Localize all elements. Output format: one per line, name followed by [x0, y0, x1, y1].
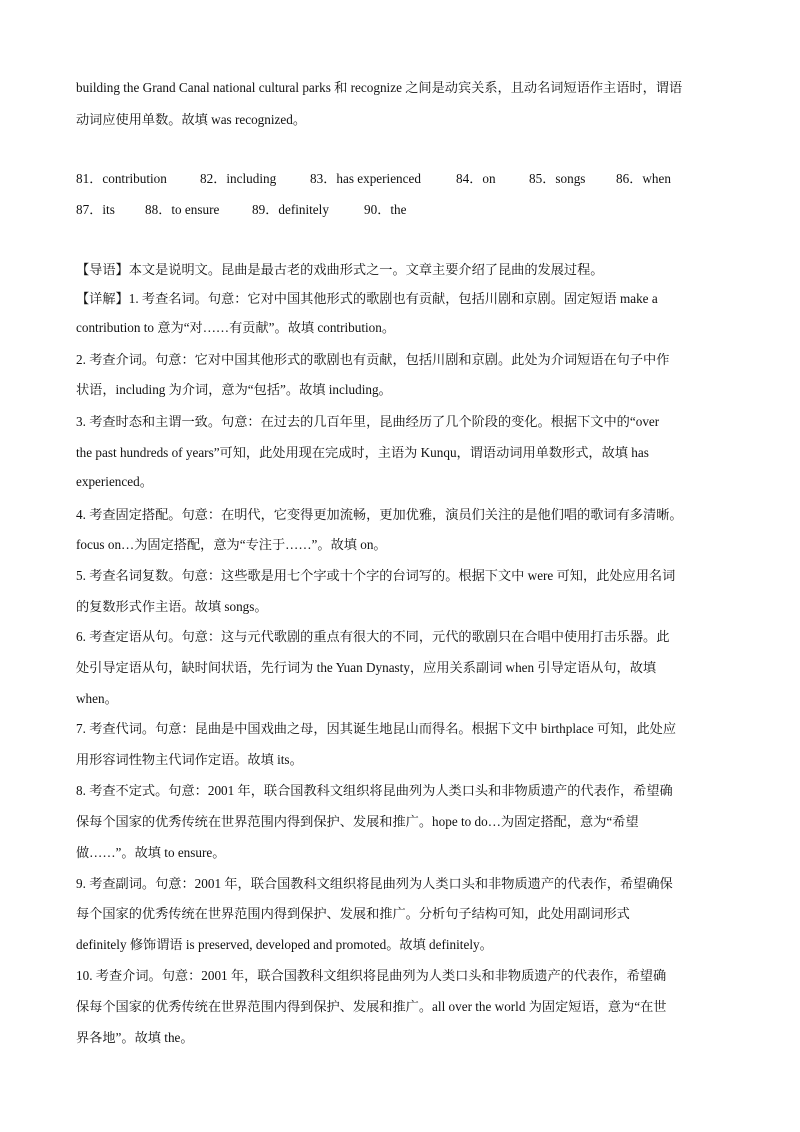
body-line: 5. 考查名词复数。句意：这些歌是用七个字或十个字的台词写的。根据下文中 were 可知，此处应用名词 — [76, 568, 676, 583]
intro-line-2: 动词应使用单数。故填 was recognized。 — [76, 112, 307, 127]
body-line: when。 — [76, 691, 118, 706]
body-line: experienced。 — [76, 474, 153, 489]
answer-87: 87．its — [76, 202, 115, 217]
answer-86: 86．when — [616, 171, 671, 186]
body-line: 界各地”。故填 the。 — [76, 1030, 194, 1045]
answer-81: 81．contribution — [76, 171, 167, 186]
intro-line-1: building the Grand Canal national cultural parks 和 recognize 之间是动宾关系，且动名词短语作主语时，谓语 — [76, 80, 683, 95]
body-line: 的复数形式作主语。故填 songs。 — [76, 599, 268, 614]
body-line: 保每个国家的优秀传统在世界范围内得到保护、发展和推广。hope to do…为固定搭配，意为“希望 — [76, 814, 639, 829]
body-line: 4. 考查固定搭配。句意：在明代，它变得更加流畅，更加优雅，演员们关注的是他们唱的歌词有多清晰。 — [76, 507, 683, 522]
body-line: 10. 考查介词。句意：2001 年，联合国教科文组织将昆曲列为人类口头和非物质遗产的代表作，希望确 — [76, 968, 667, 983]
body-line: 保每个国家的优秀传统在世界范围内得到保护、发展和推广。all over the world 为固定短语，意为“在世 — [76, 999, 667, 1014]
body-line: 状语，including 为介词，意为“包括”。故填 including。 — [76, 382, 392, 397]
answer-84: 84．on — [456, 171, 496, 186]
body-line: 处引导定语从句，缺时间状语，先行词为 the Yuan Dynasty，应用关系副词 when 引导定语从句，故填 — [76, 660, 657, 675]
body-line: 每个国家的优秀传统在世界范围内得到保护、发展和推广。分析句子结构可知，此处用副词形式 — [76, 906, 630, 921]
answer-83: 83．has experienced — [310, 171, 421, 186]
body-line: 8. 考查不定式。句意：2001 年，联合国教科文组织将昆曲列为人类口头和非物质遗产的代表作，希望确 — [76, 783, 673, 798]
body-line: 做……”。故填 to ensure。 — [76, 845, 226, 860]
body-line: 【详解】1. 考查名词。句意：它对中国其他形式的歌剧也有贡献，包括川剧和京剧。固定短语 make a — [76, 291, 658, 306]
body-line: 【导语】本文是说明文。昆曲是最古老的戏曲形式之一。文章主要介绍了昆曲的发展过程。 — [76, 262, 604, 277]
answer-82: 82．including — [200, 171, 277, 186]
body-line: 6. 考查定语从句。句意：这与元代歌剧的重点有很大的不同，元代的歌剧只在合唱中使用打击乐器。此 — [76, 629, 670, 644]
answer-88: 88．to ensure — [145, 202, 220, 217]
body-line: 3. 考查时态和主谓一致。句意：在过去的几百年里，昆曲经历了几个阶段的变化。根据下文中的“over — [76, 414, 660, 429]
body-line: the past hundreds of years”可知，此处用现在完成时，主语为 Kunqu，谓语动词用单数形式，故填 has — [76, 445, 649, 460]
body-line: definitely 修饰谓语 is preserved, developed and promoted。故填 definitely。 — [76, 937, 493, 952]
answer-85: 85．songs — [529, 171, 586, 186]
body-line: 9. 考查副词。句意：2001 年，联合国教科文组织将昆曲列为人类口头和非物质遗产的代表作，希望确保 — [76, 876, 673, 891]
answer-90: 90．the — [364, 202, 407, 217]
body-line: 2. 考查介词。句意：它对中国其他形式的歌剧也有贡献，包括川剧和京剧。此处为介词短语在句子中作 — [76, 352, 670, 367]
body-line: 7. 考查代词。句意：昆曲是中国戏曲之母，因其诞生地昆山而得名。根据下文中 birthplace 可知，此处应 — [76, 721, 677, 736]
body-line: 用形容词性物主代词作定语。故填 its。 — [76, 752, 303, 767]
body-line: contribution to 意为“对……有贡献”。故填 contribution。 — [76, 320, 396, 335]
answer-89: 89．definitely — [252, 202, 329, 217]
body-line: focus on…为固定搭配，意为“专注于……”。故填 on。 — [76, 537, 387, 552]
